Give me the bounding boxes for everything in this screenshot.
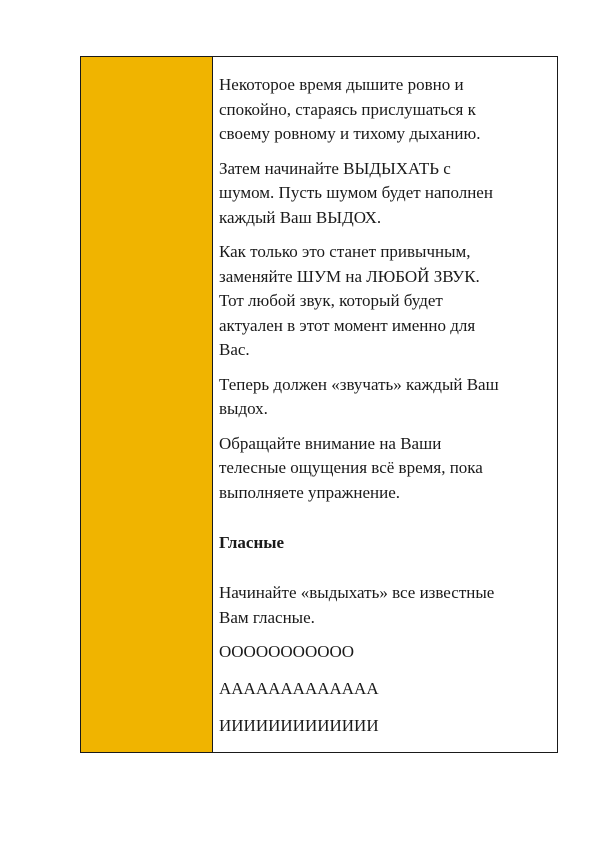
content-cell: [213, 57, 557, 752]
paragraph: Обращайте внимание на Ваши телесные ощущения всё время, пока выполняете упражнение.: [219, 433, 483, 502]
paragraph: Как только это станет привычным, заменяйте ШУМ на ЛЮБОЙ ЗВУК. Тот любой звук, который будет актуален в этот момент именно для Вас.: [219, 242, 480, 359]
side-color-band: [81, 57, 213, 752]
paragraph: Некоторое время дышите ровно и спокойно, стараясь прислушаться к своему ровному и тихому дыханию.: [219, 75, 481, 143]
section-heading: Гласные: [219, 533, 285, 552]
vowel-line: ИИИИИИИИИИИИИ: [219, 716, 379, 735]
intro-paragraph: Начинайте «выдыхать» все известные Вам гласные.: [219, 583, 495, 627]
vowel-line: ААААААААААААА: [219, 679, 379, 698]
paragraph: Теперь должен «звучать» каждый Ваш выдох.: [219, 374, 499, 418]
paragraph: Затем начинайте ВЫДЫХАТЬ с шумом. Пусть шумом будет наполнен каждый Ваш ВЫДОХ.: [219, 158, 493, 227]
exercise-table: [80, 56, 558, 753]
vowel-line: ООООООООООО: [219, 642, 355, 661]
